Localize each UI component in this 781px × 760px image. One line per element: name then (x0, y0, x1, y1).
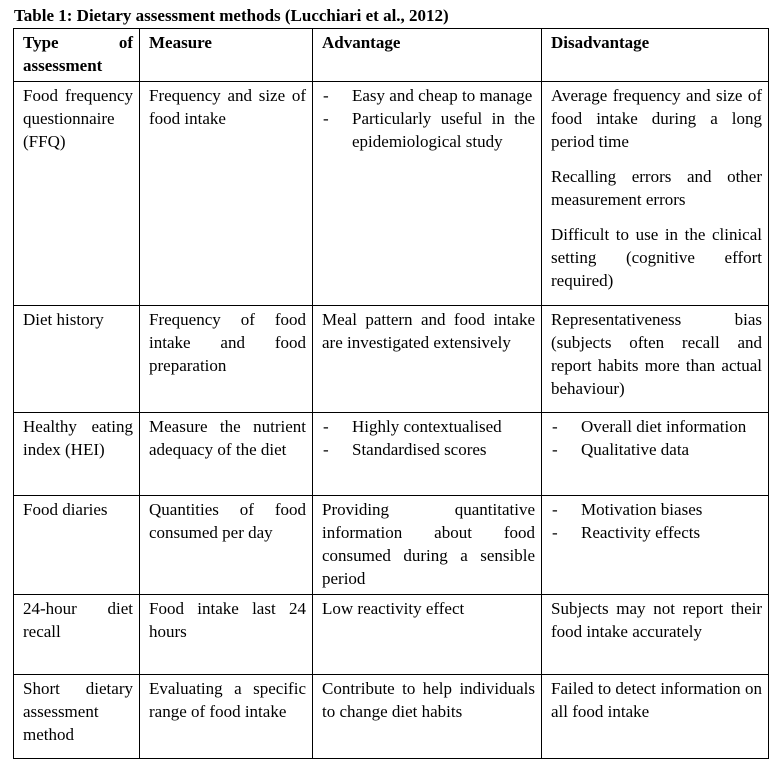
header-type-line2: assessment (23, 56, 103, 75)
list-item: - Overall diet information (551, 415, 762, 438)
cell-type: 24-hour diet recall (14, 595, 140, 675)
paragraph: Recalling errors and other measurement errors (551, 167, 762, 209)
table-row (14, 675, 769, 759)
header-disadvantage: Disadvantage (542, 29, 769, 82)
cell-type: Healthy eating index (HEI) (14, 413, 140, 496)
cell-measure: Quantities of food consumed per day (140, 496, 313, 595)
cell-advantage: Contribute to help individuals to change diet habits (313, 675, 542, 759)
cell-disadvantage: Failed to detect information on all food intake (542, 675, 769, 759)
table-row (14, 496, 769, 595)
list-item: - Easy and cheap to manage (322, 84, 535, 107)
header-measure: Measure (140, 29, 313, 82)
cell-type: Diet history (14, 306, 140, 413)
cell-advantage (313, 413, 542, 496)
list-item: - Motivation biases (551, 498, 762, 521)
dietary-methods-table (13, 28, 769, 759)
table-row (14, 82, 769, 306)
cell-disadvantage: Representativeness bias (subjects often recall and report habits more than actual behaviour) (542, 306, 769, 413)
list-item: - Standardised scores (322, 438, 535, 461)
cell-advantage: Low reactivity effect (313, 595, 542, 675)
cell-disadvantage (542, 496, 769, 595)
cell-type: Food diaries (14, 496, 140, 595)
cell-disadvantage (542, 413, 769, 496)
cell-advantage (313, 82, 542, 306)
cell-type: Short dietary assessment method (14, 675, 140, 759)
table-header-row (14, 29, 769, 82)
cell-measure: Measure the nutrient adequacy of the diet (140, 413, 313, 496)
table-caption: Table 1: Dietary assessment methods (Lucchiari et al., 2012) (14, 6, 449, 25)
table-row (14, 595, 769, 675)
cell-advantage: Providing quantitative information about food consumed during a sensible period (313, 496, 542, 595)
table-row (14, 306, 769, 413)
header-type-of-assessment (14, 29, 140, 82)
cell-measure: Evaluating a specific range of food intake (140, 675, 313, 759)
table-row (14, 413, 769, 496)
list-item: - Qualitative data (551, 438, 762, 461)
cell-disadvantage: Subjects may not report their food intake accurately (542, 595, 769, 675)
list-item: - Highly contextualised (322, 415, 535, 438)
cell-measure: Food intake last 24 hours (140, 595, 313, 675)
paragraph: Difficult to use in the clinical setting (cognitive effort required) (551, 225, 762, 290)
list-item: - Particularly useful in the epidemiological study (322, 107, 535, 153)
paragraph: Average frequency and size of food intake during a long period time (551, 86, 762, 151)
cell-advantage: Meal pattern and food intake are investigated extensively (313, 306, 542, 413)
cell-disadvantage (542, 82, 769, 306)
header-advantage: Advantage (313, 29, 542, 82)
cell-measure: Frequency of food intake and food preparation (140, 306, 313, 413)
cell-measure: Frequency and size of food intake (140, 82, 313, 306)
list-item: - Reactivity effects (551, 521, 762, 544)
cell-type: Food frequency questionnaire (FFQ) (14, 82, 140, 306)
header-type-line1: Type of (23, 33, 133, 52)
